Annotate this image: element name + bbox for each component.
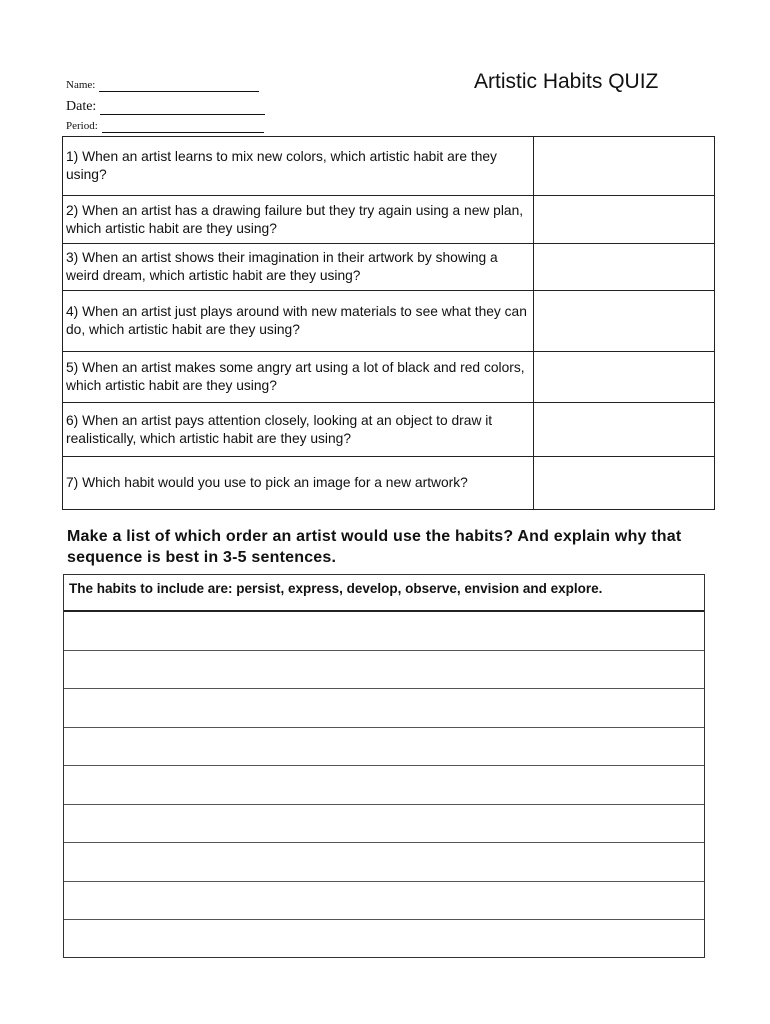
student-info-fields — [66, 76, 265, 133]
table-row — [63, 137, 715, 196]
answer-box-1[interactable] — [534, 137, 715, 196]
table-row — [63, 457, 715, 510]
answer-box-2[interactable] — [534, 196, 715, 244]
table-row — [63, 291, 715, 352]
writing-line[interactable] — [64, 689, 704, 728]
name-field[interactable] — [66, 80, 265, 92]
table-row — [63, 403, 715, 457]
date-field[interactable] — [66, 100, 265, 115]
date-blank-line[interactable] — [100, 100, 265, 115]
question-3: 3) When an artist shows their imagination in their artwork by showing a weird dream, which artistic habit are they using? — [63, 244, 534, 291]
writing-area — [63, 574, 705, 958]
writing-line[interactable] — [64, 920, 704, 959]
answer-box-4[interactable] — [534, 291, 715, 352]
writing-line[interactable] — [64, 728, 704, 767]
answer-box-5[interactable] — [534, 352, 715, 403]
table-row — [63, 352, 715, 403]
question-1: 1) When an artist learns to mix new colors, which artistic habit are they using? — [63, 137, 534, 196]
answer-box-3[interactable] — [534, 244, 715, 291]
writing-line[interactable] — [64, 651, 704, 690]
question-5: 5) When an artist makes some angry art using a lot of black and red colors, which artistic habit are they using? — [63, 352, 534, 403]
habits-note: The habits to include are: persist, express, develop, observe, envision and explore. — [64, 575, 704, 612]
writing-line[interactable] — [64, 843, 704, 882]
question-7: 7) Which habit would you use to pick an image for a new artwork? — [63, 457, 534, 510]
page-title: Artistic Habits QUIZ — [474, 70, 659, 93]
question-4: 4) When an artist just plays around with new materials to see what they can do, which artistic habit are they using? — [63, 291, 534, 352]
question-6: 6) When an artist pays attention closely, looking at an object to draw it realistically, which artistic habit are they using? — [63, 403, 534, 457]
answer-box-7[interactable] — [534, 457, 715, 510]
quiz-table — [62, 136, 715, 510]
writing-line[interactable] — [64, 805, 704, 844]
table-row — [63, 196, 715, 244]
writing-line[interactable] — [64, 882, 704, 921]
answer-box-6[interactable] — [534, 403, 715, 457]
writing-line[interactable] — [64, 766, 704, 805]
period-label: Period: — [66, 120, 98, 132]
table-row — [63, 244, 715, 291]
question-2: 2) When an artist has a drawing failure but they try again using a new plan, which artistic habit are they using? — [63, 196, 534, 244]
period-blank-line[interactable] — [102, 121, 264, 133]
period-field[interactable] — [66, 121, 265, 133]
name-blank-line[interactable] — [99, 80, 259, 92]
writing-line[interactable] — [64, 612, 704, 651]
date-label: Date: — [66, 99, 97, 114]
essay-prompt: Make a list of which order an artist would use the habits? And explain why that sequence is best in 3-5 sentences. — [67, 528, 682, 566]
name-label: Name: — [66, 79, 96, 91]
